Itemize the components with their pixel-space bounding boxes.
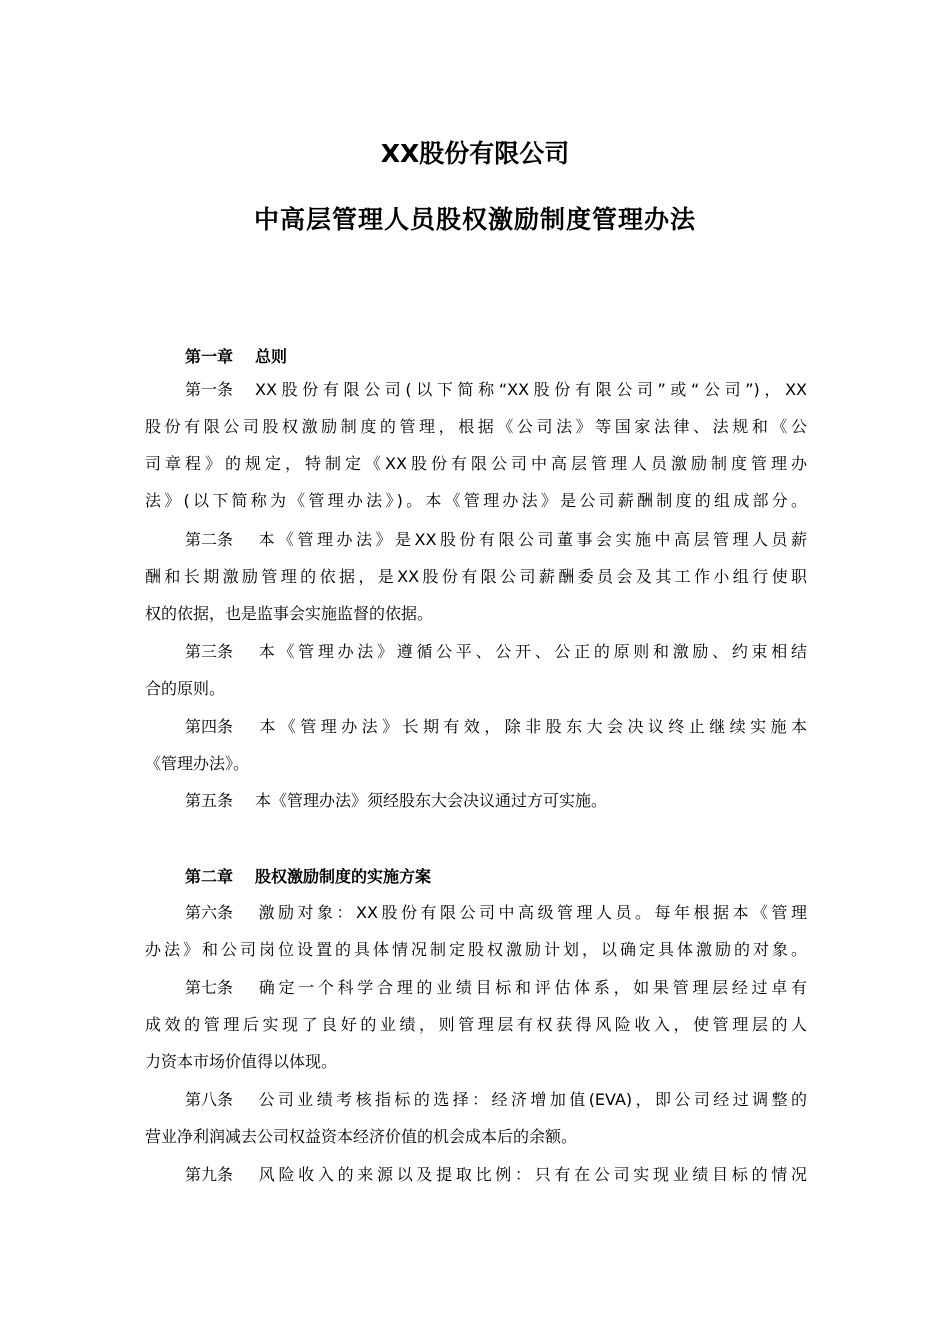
article-label: 第二条 [185, 530, 234, 549]
article-2-line-1 [185, 529, 807, 551]
article-2-line-2: 酬和长期激励管理的依据，是XX股份有限公司薪酬委员会及其工作小组行使职 [145, 567, 807, 586]
article-3-line-1 [185, 641, 807, 663]
article-text: 本《管理办法》长期有效，除非股东大会决议终止继续实施本 [255, 717, 807, 736]
article-label: 第八条 [185, 1090, 234, 1109]
article-4-line-1 [185, 716, 807, 738]
article-9-line-1 [185, 1164, 807, 1186]
chapter-name: 股权激励制度的实施方案 [255, 867, 432, 886]
article-2-line-3: 权的依据，也是监事会实施监督的依据。 [145, 604, 434, 623]
article-8-line-2: 营业净利润减去公司权益资本经济价值的机会成本后的余额。 [145, 1127, 578, 1146]
article-text: 本《管理办法》遵循公平、公开、公正的原则和激励、约束相结 [255, 642, 807, 661]
article-1-line-1 [185, 379, 807, 401]
article-label: 第六条 [185, 903, 234, 922]
article-text: 公司业绩考核指标的选择：经济增加值(EVA)，即公司经过调整的 [255, 1090, 807, 1109]
article-7-line-3: 力资本市场价值得以体现。 [145, 1052, 338, 1071]
chapter-label: 第一章 [185, 347, 234, 366]
article-6-line-1 [185, 902, 807, 924]
article-text: 确定一个科学合理的业绩目标和评估体系，如果管理层经过卓有 [255, 978, 807, 997]
article-4-line-2: 《管理办法》。 [145, 754, 250, 773]
article-label: 第五条 [185, 791, 234, 810]
article-text: 风险收入的来源以及提取比例：只有在公司实现业绩目标的情况 [255, 1165, 807, 1184]
article-label: 第一条 [185, 380, 234, 399]
article-1-line-2: 股份有限公司股权激励制度的管理，根据《公司法》等国家法律、法规和《公 [145, 417, 807, 436]
article-7-line-1 [185, 977, 807, 999]
chapter-name: 总则 [255, 347, 288, 366]
article-text: XX股份有限公司(以下简称“XX股份有限公司”或“公司”)，XX [255, 380, 807, 399]
article-text: 激励对象：XX股份有限公司中高级管理人员。每年根据本《管理 [255, 903, 807, 922]
article-text: 本《管理办法》须经股东大会决议通过方可实施。 [255, 791, 608, 810]
article-8-line-1 [185, 1089, 807, 1111]
article-6-line-2: 办法》和公司岗位设置的具体情况制定股权激励计划，以确定具体激励的对象。 [145, 940, 807, 959]
article-label: 第九条 [185, 1165, 234, 1184]
article-7-line-2: 成效的管理后实现了良好的业绩，则管理层有权获得风险收入，使管理层的人 [145, 1015, 807, 1034]
chapter-label: 第二章 [185, 867, 234, 886]
article-1-line-3: 司章程》的规定，特制定《XX股份有限公司中高层管理人员激励制度管理办 [145, 454, 807, 473]
chapter-heading-1 [185, 344, 287, 367]
article-text: 本《管理办法》是XX股份有限公司董事会实施中高层管理人员薪 [255, 530, 807, 549]
article-3-line-2: 合的原则。 [145, 679, 226, 698]
article-1-line-4: 法》(以下简称为《管理办法》)。本《管理办法》是公司薪酬制度的组成部分。 [145, 491, 807, 510]
article-label: 第四条 [185, 717, 234, 736]
article-label: 第三条 [185, 642, 234, 661]
article-5-line-1 [185, 790, 807, 812]
document-subtitle: 中高层管理人员股权激励制度管理办法 [253, 205, 696, 234]
document-title: XX股份有限公司 [380, 139, 570, 168]
article-label: 第七条 [185, 978, 234, 997]
chapter-heading-2 [185, 864, 431, 887]
